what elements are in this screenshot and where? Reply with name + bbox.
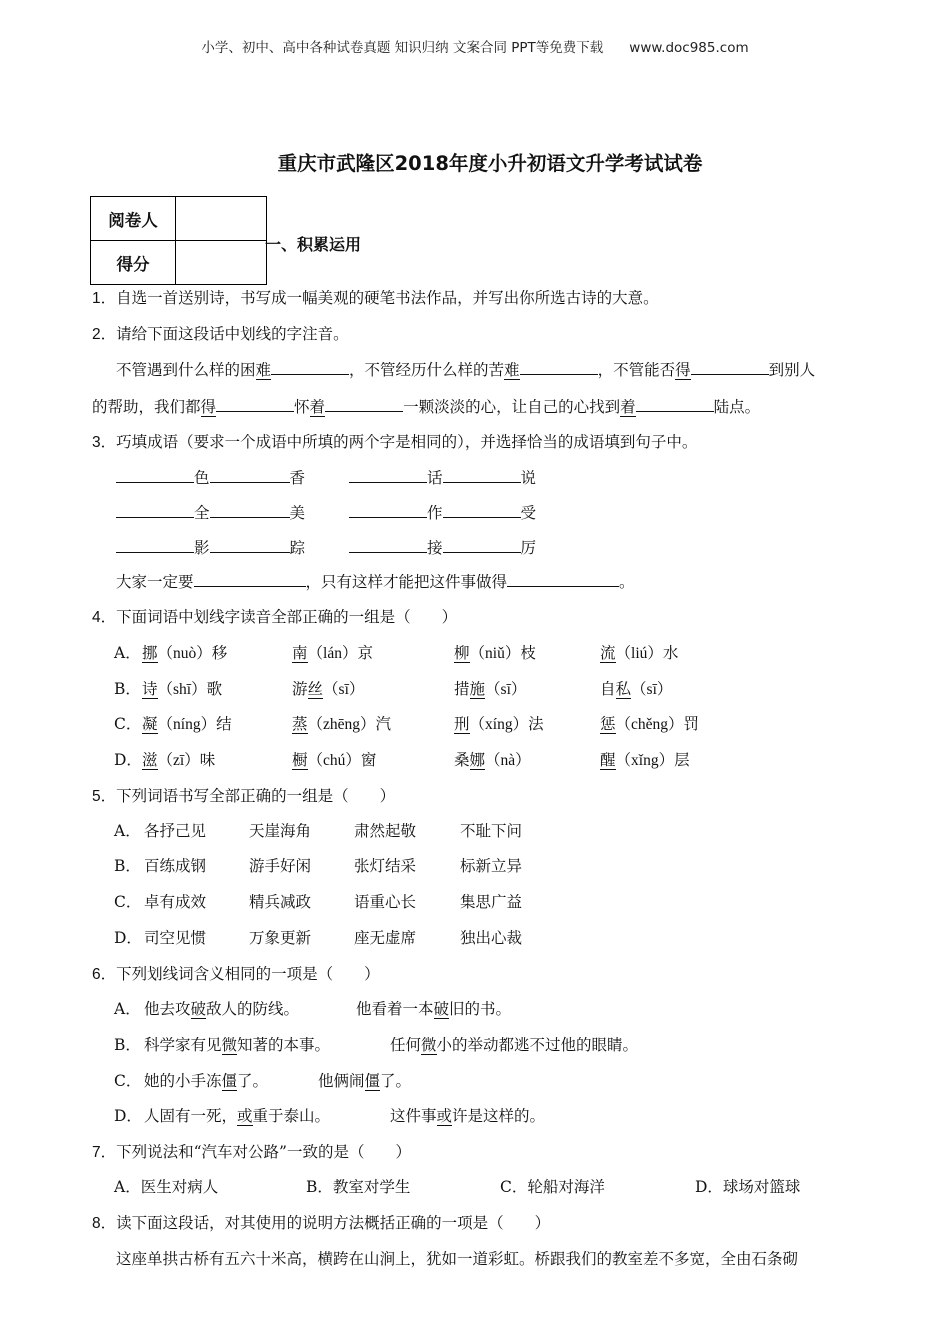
answer-blank[interactable]: [691, 358, 769, 375]
question-2: 2．请给下面这段话中划线的字注音。: [92, 325, 349, 343]
idiom-word: 张灯结采: [354, 857, 417, 875]
underlined-char: 破: [433, 1000, 450, 1018]
question-5: 5．下列词语书写全部正确的一组是（ ）: [92, 787, 396, 805]
answer-blank[interactable]: [194, 570, 306, 587]
pinyin-item: [454, 677, 526, 699]
idiom-word: 司空见惯: [144, 929, 207, 947]
pinyin-item: [142, 677, 222, 699]
pinyin-item: [292, 748, 376, 770]
answer-blank[interactable]: [443, 466, 521, 483]
pinyin-reading: （sī）: [485, 681, 527, 698]
sentence-text: 他去攻: [144, 1000, 191, 1018]
pinyin-item: [600, 712, 699, 734]
answer-blank[interactable]: [443, 536, 521, 553]
idiom-word: 卓有成效: [144, 893, 207, 911]
q8-passage: 这座单拱古桥有五六十米高，横跨在山涧上，犹如一道彩虹。桥跟我们的教室差不多宽，全由石条砌: [116, 1250, 799, 1268]
section-heading: 一、积累运用: [265, 235, 362, 254]
sentence-text: 许是这样的。: [452, 1107, 546, 1125]
q7-option-b[interactable]: B．教室对学生: [306, 1178, 411, 1196]
underlined-char: 破: [190, 1000, 207, 1018]
option-label[interactable]: D．: [114, 751, 142, 769]
pinyin-item: [142, 641, 227, 663]
word-prefix: 桑: [454, 752, 470, 769]
grader-label: 阅卷人: [91, 197, 176, 241]
option-label[interactable]: D．: [114, 929, 142, 947]
idiom-word: 语重心长: [354, 893, 417, 911]
pinyin-item: [142, 712, 232, 734]
sentence-1: [144, 1104, 330, 1126]
answer-blank[interactable]: [349, 466, 427, 483]
page-header: [0, 36, 950, 56]
idiom-word: 标新立异: [460, 857, 523, 875]
underlined-char: 南: [292, 645, 308, 662]
pinyin-reading: （sī）: [631, 681, 673, 698]
option-label[interactable]: A．: [114, 822, 141, 840]
underlined-char: 得: [675, 361, 691, 379]
word-prefix: 游: [292, 681, 308, 698]
answer-blank[interactable]: [507, 570, 619, 587]
option-label[interactable]: B．: [114, 857, 141, 875]
sentence-2: [318, 1069, 411, 1091]
sentence-text: 了。: [237, 1072, 269, 1090]
option-label[interactable]: D．: [114, 1107, 142, 1125]
idiom-word: 精兵减政: [249, 893, 312, 911]
answer-blank[interactable]: [216, 395, 294, 412]
q7-option-c[interactable]: C．轮船对海洋: [500, 1178, 605, 1196]
underlined-char: 惩: [600, 716, 616, 733]
sentence-text: 重于泰山。: [252, 1107, 331, 1125]
idiom-word: 百练成钢: [144, 857, 207, 875]
sentence-text: 了。: [380, 1072, 412, 1090]
answer-blank[interactable]: [636, 395, 714, 412]
underlined-char: 僵: [221, 1072, 238, 1090]
underlined-char: 诗: [142, 681, 158, 698]
score-table: [90, 196, 267, 285]
option-label[interactable]: B．: [114, 680, 141, 698]
pinyin-reading: （shī）歌: [157, 681, 223, 698]
pinyin-reading: （chú）窗: [307, 752, 377, 769]
answer-blank[interactable]: [443, 501, 521, 518]
underlined-char: 着: [309, 398, 326, 416]
underlined-char: 橱: [292, 752, 308, 769]
idiom-row: 影 踪 接 厉: [116, 536, 536, 558]
answer-blank[interactable]: [520, 358, 598, 375]
pinyin-item: [600, 677, 672, 699]
sentence-text: 她的小手冻: [144, 1072, 222, 1090]
underlined-char: 流: [600, 645, 616, 662]
pinyin-reading: （níng）结: [157, 716, 232, 733]
underlined-char: 着: [620, 398, 636, 416]
pinyin-item: [292, 641, 373, 663]
pinyin-item: [454, 641, 536, 663]
question-1: 1．自选一首送别诗，书写成一幅美观的硬笔书法作品，并写出你所选古诗的大意。: [92, 289, 659, 307]
answer-blank[interactable]: [116, 501, 194, 518]
answer-blank[interactable]: [349, 501, 427, 518]
idiom-word: 万象更新: [249, 929, 312, 947]
idiom-word: 各抒己见: [144, 822, 207, 840]
idiom-word: 座无虚席: [354, 929, 417, 947]
underlined-char: 私: [615, 681, 632, 698]
idiom-word: 独出心裁: [460, 929, 523, 947]
pinyin-item: [454, 748, 531, 770]
sentence-2: [356, 997, 511, 1019]
pinyin-item: [454, 712, 544, 734]
option-label[interactable]: B．: [114, 1036, 141, 1054]
option-label[interactable]: C．: [114, 1072, 142, 1090]
question-3: 3．巧填成语（要求一个成语中所填的两个字是相同的），并选择恰当的成语填到句子中。: [92, 433, 698, 451]
pinyin-reading: （xíng）法: [469, 716, 544, 733]
idiom-word: 肃然起敬: [354, 822, 417, 840]
option-label[interactable]: A．: [114, 1000, 141, 1018]
sentence-text: 人固有一死，: [144, 1107, 238, 1125]
question-6: 6．下列划线词含义相同的一项是（ ）: [92, 965, 380, 983]
underlined-char: 难: [255, 361, 272, 379]
underlined-char: 僵: [364, 1072, 381, 1090]
underlined-char: 蒸: [292, 716, 308, 733]
pinyin-item: [292, 712, 391, 734]
sentence-2: [390, 1033, 638, 1055]
idiom-word: 集思广益: [460, 893, 523, 911]
pinyin-reading: （nà）: [485, 752, 531, 769]
option-label[interactable]: C．: [114, 715, 142, 733]
sentence-1: [144, 997, 299, 1019]
underlined-char: 微: [421, 1036, 437, 1054]
score-cell: [176, 241, 267, 285]
word-prefix: 措: [454, 681, 470, 698]
idiom-word: 不耻下问: [460, 822, 523, 840]
pinyin-item: [600, 748, 690, 770]
sentence-text: 旧的书。: [449, 1000, 512, 1018]
question-7: 7．下列说法和“汽车对公路”一致的是（ ）: [92, 1143, 411, 1161]
idiom-word: 天崖海角: [249, 822, 312, 840]
answer-blank[interactable]: [349, 536, 427, 553]
pinyin-reading: （niǔ）枝: [469, 645, 536, 662]
pinyin-item: [600, 641, 678, 663]
word-prefix: 自: [600, 681, 616, 698]
answer-blank[interactable]: [210, 466, 290, 483]
pinyin-reading: （xǐng）层: [615, 752, 690, 769]
sentence-1: [144, 1033, 330, 1055]
underlined-char: 施: [469, 681, 486, 698]
sentence-text: 他俩闹: [318, 1072, 365, 1090]
idiom-row: 色 香 话 说: [116, 466, 536, 488]
underlined-char: 娜: [469, 752, 486, 769]
sentence-1: [144, 1069, 268, 1091]
q7-option-a[interactable]: A．医生对病人: [114, 1178, 219, 1196]
grader-cell: [176, 197, 267, 241]
score-label: 得分: [91, 241, 176, 285]
sentence-text: 他看着一本: [356, 1000, 434, 1018]
q2-line-1: 不管遇到什么样的困难 ，不管经历什么样的苦难 ，不管能否得 到别人: [116, 358, 815, 380]
sentence-text: 科学家有见: [144, 1036, 222, 1054]
pinyin-reading: （nuò）移: [157, 645, 228, 662]
underlined-char: 难: [504, 361, 520, 379]
pinyin-reading: （liú）水: [615, 645, 679, 662]
underlined-char: 滋: [142, 752, 158, 769]
underlined-char: 刑: [454, 716, 470, 733]
question-8: 8．读下面这段话，对其使用的说明方法概括正确的一项是（ ）: [92, 1214, 551, 1232]
answer-blank[interactable]: [116, 536, 194, 553]
option-label[interactable]: A．: [114, 644, 141, 662]
sentence-text: 知著的本事。: [237, 1036, 331, 1054]
underlined-char: 凝: [142, 716, 158, 733]
underlined-char: 挪: [142, 645, 158, 662]
pinyin-reading: （chěng）罚: [615, 716, 700, 733]
sentence-2: [390, 1104, 545, 1126]
idiom-word: 游手好闲: [249, 857, 312, 875]
underlined-char: 或: [436, 1107, 453, 1125]
underlined-char: 柳: [454, 645, 470, 662]
answer-blank[interactable]: [210, 536, 290, 553]
underlined-char: 得: [200, 398, 217, 416]
q2-line-2: 的帮助，我们都得 怀着 一颗淡淡的心，让自己的心找到着 陆点。: [92, 395, 760, 417]
underlined-char: 或: [237, 1107, 253, 1125]
answer-blank[interactable]: [116, 466, 194, 483]
answer-blank[interactable]: [271, 358, 349, 375]
underlined-char: 微: [221, 1036, 238, 1054]
header-url[interactable]: www.doc985.com: [629, 40, 749, 56]
sentence-text: 这件事: [390, 1107, 437, 1125]
pinyin-reading: （zī）味: [157, 752, 216, 769]
option-label[interactable]: C．: [114, 893, 142, 911]
pinyin-item: [142, 748, 215, 770]
pinyin-reading: （lán）京: [307, 645, 373, 662]
sentence-text: 敌人的防线。: [206, 1000, 300, 1018]
pinyin-reading: （sī）: [323, 681, 365, 698]
sentence-text: 小的举动都逃不过他的眼睛。: [436, 1036, 639, 1054]
q7-option-d[interactable]: D．球场对篮球: [695, 1178, 801, 1196]
page-title: 重庆市武隆区2018年度小升初语文升学考试试卷: [277, 152, 703, 175]
sentence-text: 任何: [390, 1036, 422, 1054]
q3-sentence: 大家一定要 ，只有这样才能把这件事做得 。: [116, 570, 635, 592]
pinyin-reading: （zhēng）汽: [307, 716, 392, 733]
answer-blank[interactable]: [325, 395, 403, 412]
pinyin-item: [292, 677, 364, 699]
answer-blank[interactable]: [210, 501, 290, 518]
header-text: 小学、初中、高中各种试卷真题 知识归纳 文案合同 PPT等免费下载: [201, 40, 604, 56]
idiom-row: 全 美 作 受: [116, 501, 536, 523]
underlined-char: 醒: [600, 752, 616, 769]
question-4: 4．下面词语中划线字读音全部正确的一组是（ ）: [92, 608, 458, 626]
underlined-char: 丝: [307, 681, 324, 698]
